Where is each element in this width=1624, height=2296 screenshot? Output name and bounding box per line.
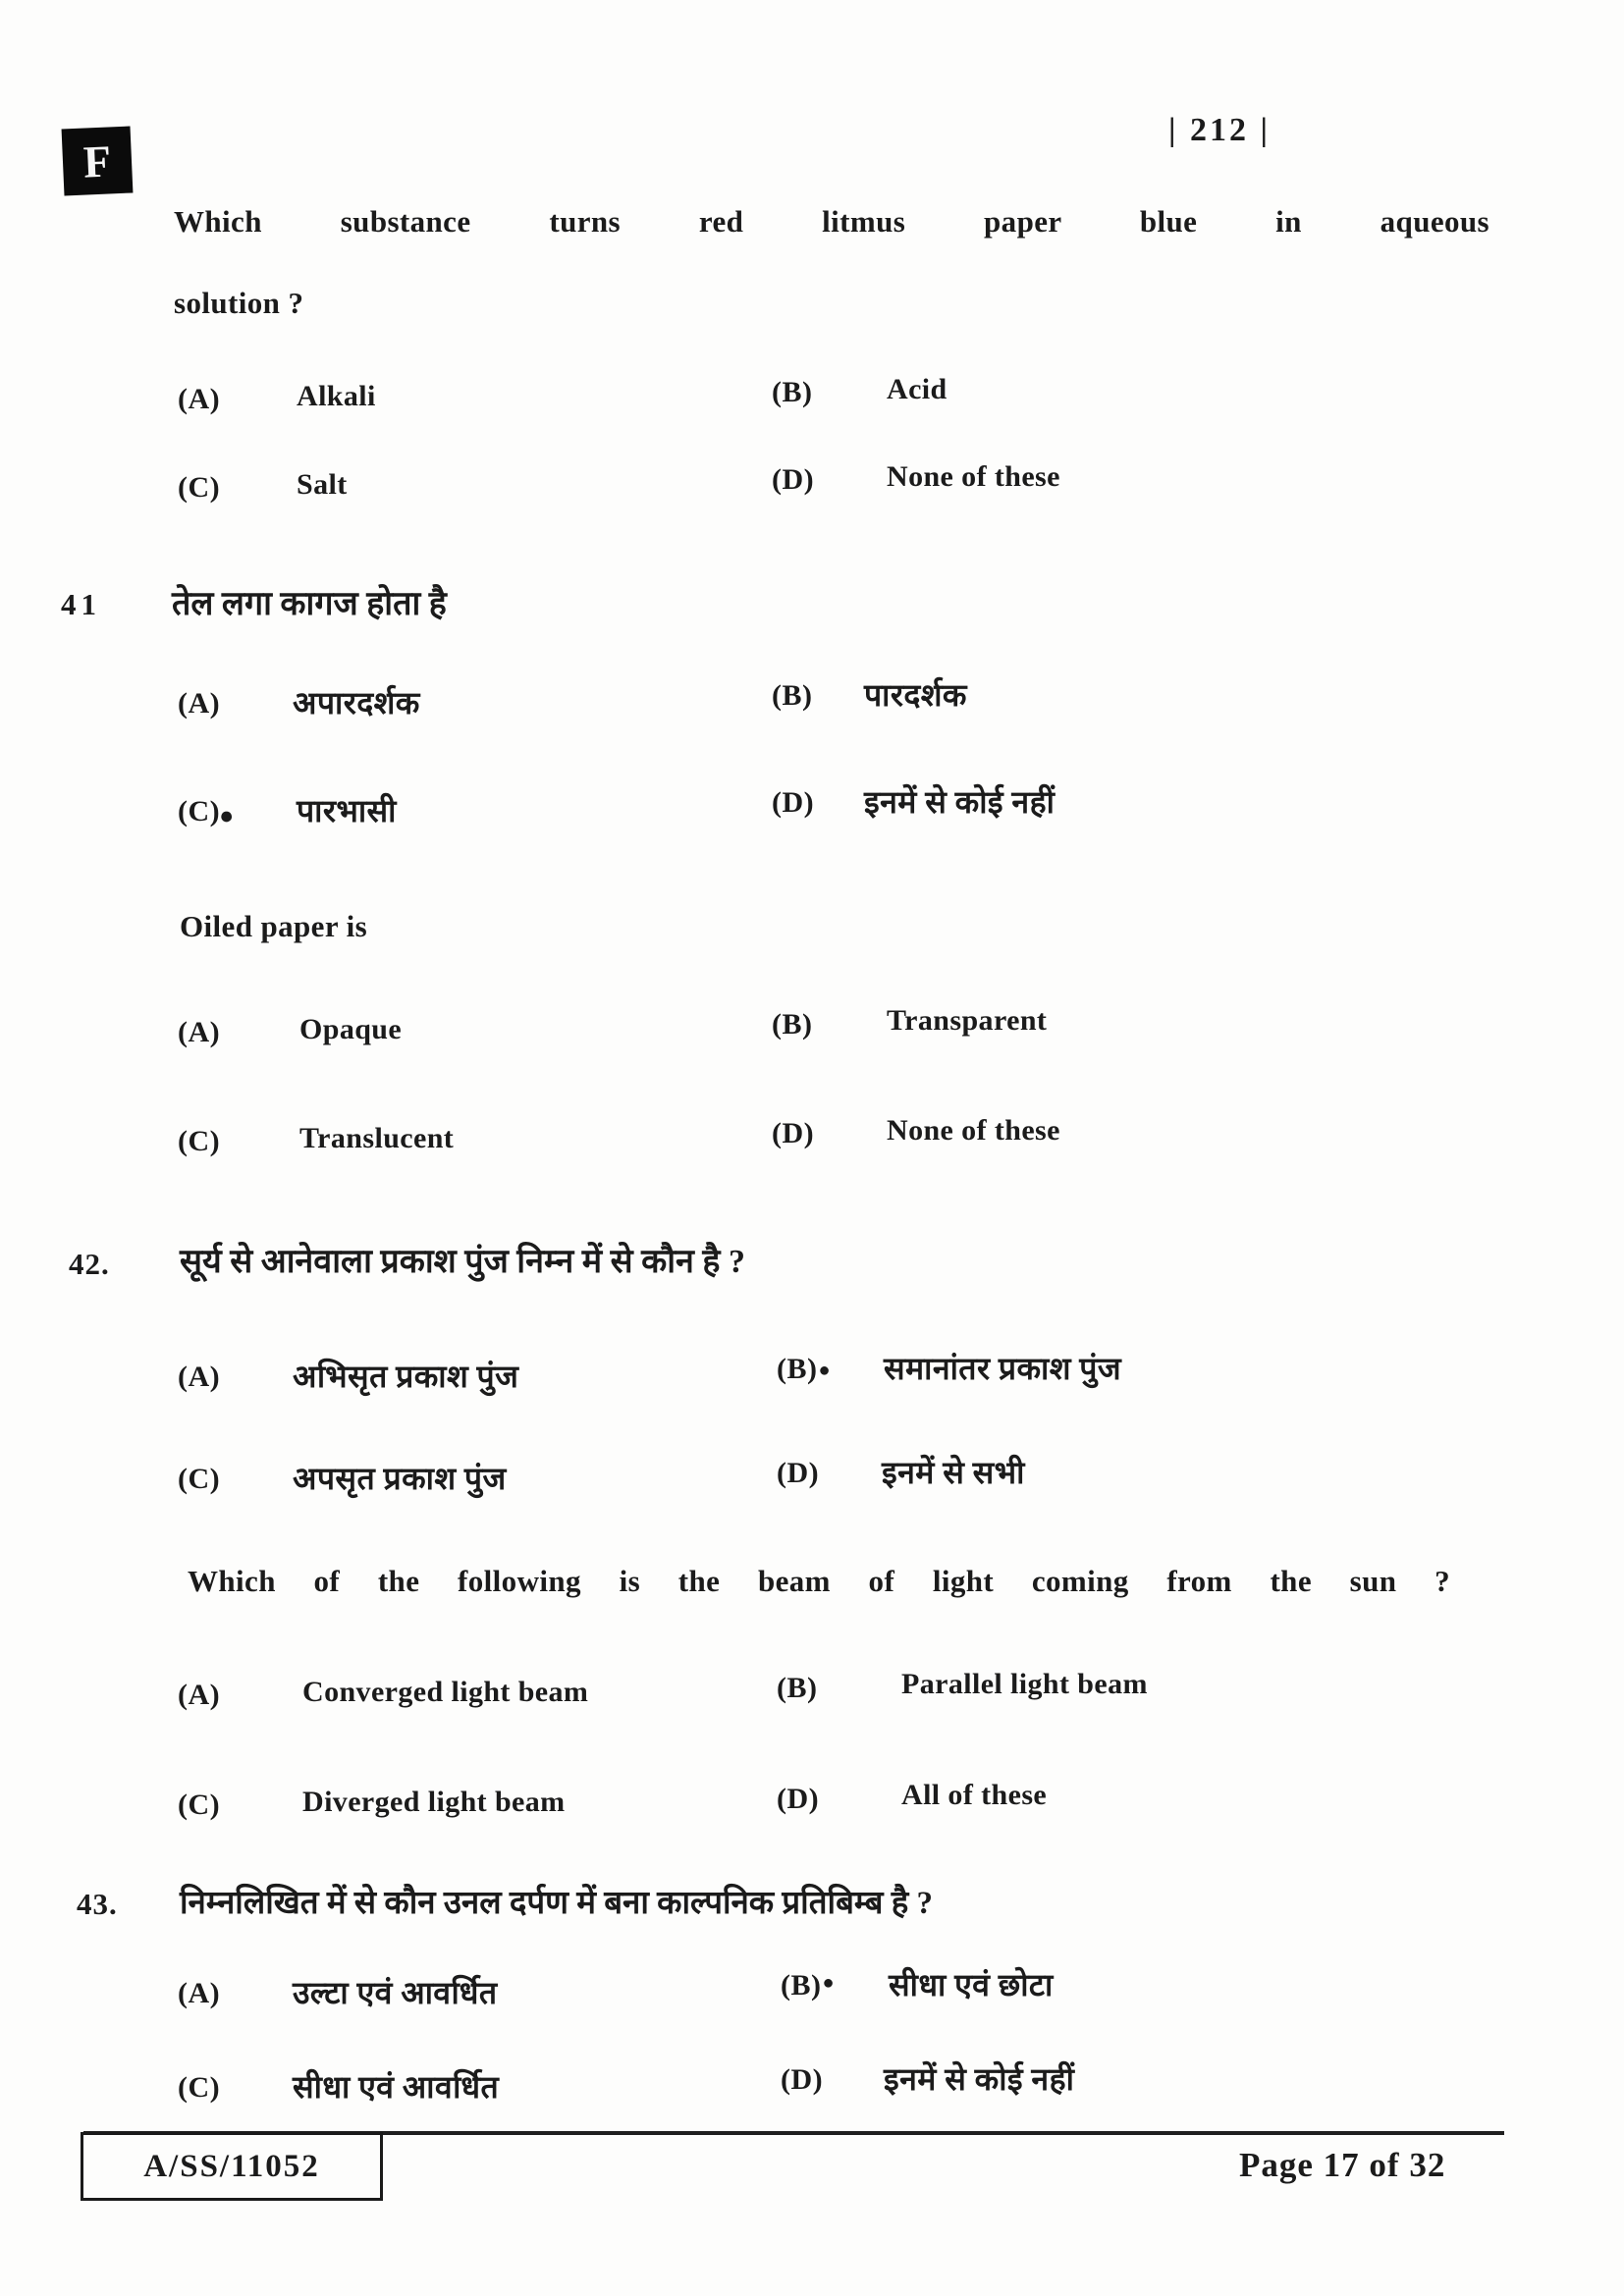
- option-text-c: Salt: [297, 468, 348, 501]
- question-number: 42.: [69, 1247, 110, 1281]
- question-text-line: solution ?: [174, 286, 304, 320]
- option-text-b: Acid: [887, 373, 947, 405]
- option-text-a: Alkali: [297, 380, 376, 412]
- option-label-a: (A): [178, 1016, 221, 1048]
- section-letter: F: [81, 134, 113, 187]
- option-text-d: इनमें से सभी: [882, 1455, 1025, 1490]
- option-text-c: पारभासी: [297, 793, 397, 828]
- option-label-b-marked: (B)●: [781, 1969, 836, 2002]
- option-label-a: (A): [178, 687, 221, 720]
- option-label-b: (B): [777, 1672, 818, 1704]
- question-number: 41: [61, 587, 101, 621]
- option-label-a: (A): [178, 383, 221, 415]
- question-text-line: Oiled paper is: [180, 909, 368, 943]
- option-text-c: सीधा एवं आवर्धित: [293, 2069, 500, 2105]
- option-label-b-marked: (B)●: [777, 1353, 832, 1385]
- option-text-d: None of these: [887, 1114, 1060, 1147]
- option-label: (C): [178, 795, 221, 828]
- option-text-d: इनमें से कोई नहीं: [884, 2061, 1075, 2097]
- option-label-d: (D): [781, 2063, 824, 2096]
- option-text-b: Parallel light beam: [901, 1668, 1148, 1700]
- booklet-code: A/SS/11052: [143, 2148, 320, 2184]
- option-label-a: (A): [178, 1977, 221, 2009]
- option-text-a: उल्टा एवं आवर्धित: [293, 1975, 498, 2010]
- option-label-d: (D): [777, 1783, 820, 1815]
- option-text-c: अपसृत प्रकाश पुंज: [293, 1461, 507, 1496]
- option-label-b: (B): [772, 679, 813, 712]
- option-label-d: (D): [772, 1117, 815, 1149]
- question-text-line: Which of the following is the beam of light coming from the sun ?: [188, 1564, 1450, 1598]
- question-text-line: सूर्य से आनेवाला प्रकाश पुंज निम्न में से कौन है ?: [180, 1244, 745, 1280]
- booklet-code-box: [81, 2132, 383, 2201]
- question-text-line: Which substance turns red litmus paper blue in aqueous: [174, 204, 1489, 239]
- option-text-d: None of these: [887, 460, 1060, 493]
- option-label-a: (A): [178, 1679, 221, 1711]
- option-label-d: (D): [772, 463, 815, 496]
- option-label-a: (A): [178, 1361, 221, 1393]
- option-text-b: सीधा एवं छोटा: [889, 1967, 1054, 2002]
- option-text-b: Transparent: [887, 1004, 1048, 1037]
- question-number: 43.: [77, 1887, 118, 1921]
- option-text-b: पारदर्शक: [864, 677, 967, 713]
- option-label-c: (C): [178, 471, 221, 504]
- option-text-a: अभिसृत प्रकाश पुंज: [293, 1359, 519, 1394]
- option-label-c: (C): [178, 1789, 221, 1821]
- option-label-c: (C): [178, 1125, 221, 1157]
- page-footer-label: Page 17 of 32: [1239, 2146, 1446, 2184]
- page-number-marker: | 212 |: [1168, 112, 1271, 148]
- question-text-line: निम्नलिखित में से कौन उनल दर्पण में बना काल्पनिक प्रतिबिम्ब है ?: [180, 1886, 934, 1921]
- option-text-b: समानांतर प्रकाश पुंज: [884, 1351, 1121, 1386]
- question-text-line: तेल लगा कागज होता है: [172, 586, 447, 622]
- option-label-d: (D): [772, 786, 815, 819]
- option-text-d: इनमें से कोई नहीं: [864, 784, 1056, 820]
- option-text-c: Translucent: [299, 1122, 455, 1154]
- option-label-b: (B): [772, 1008, 813, 1041]
- option-label-c-marked: (C)●: [178, 795, 235, 829]
- option-label-c: (C): [178, 1463, 221, 1495]
- option-text-c: Diverged light beam: [302, 1786, 566, 1818]
- section-letter-badge: [62, 127, 134, 196]
- option-label-b: (B): [772, 376, 813, 408]
- option-text-a: अपारदर्शक: [293, 685, 420, 721]
- option-label-c: (C): [178, 2071, 221, 2104]
- option-text-a: Converged light beam: [302, 1676, 589, 1708]
- option-text-d: All of these: [901, 1779, 1048, 1811]
- option-label: (B): [777, 1353, 818, 1385]
- option-label-d: (D): [777, 1457, 820, 1489]
- option-text-a: Opaque: [299, 1013, 403, 1045]
- option-label: (B): [781, 1969, 822, 2002]
